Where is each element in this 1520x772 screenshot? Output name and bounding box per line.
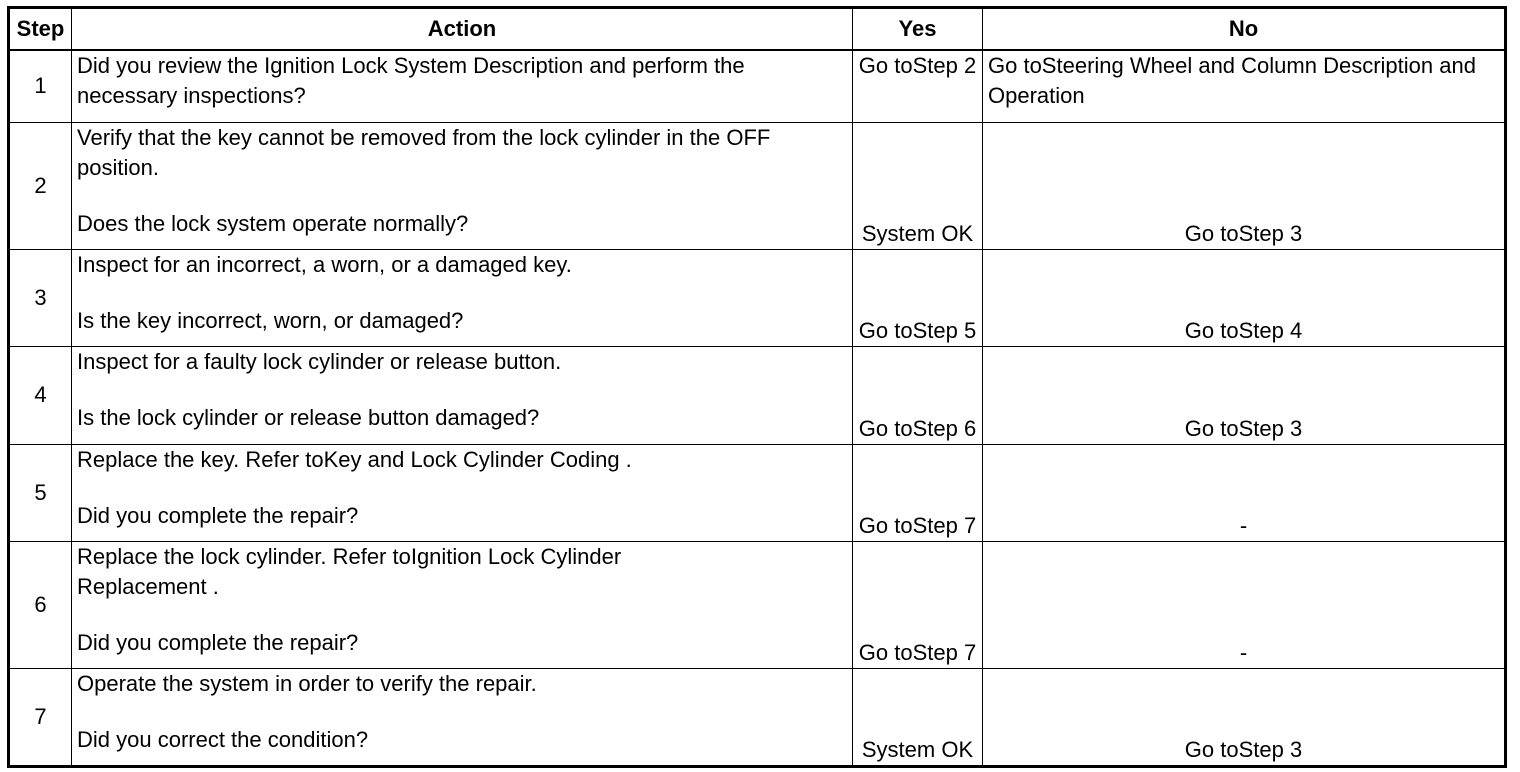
header-yes: Yes	[853, 8, 983, 51]
action-text: Replace the key. Refer toKey and Lock Cylinder Coding .	[77, 446, 632, 472]
action-text: Did you review the Ignition Lock System Description and perform the necessary inspections?	[77, 53, 745, 108]
step-number: 5	[9, 444, 72, 541]
no-cell: Go toStep 3	[983, 122, 1506, 249]
header-row	[9, 8, 1506, 51]
yes-cell: Go toStep 7	[853, 444, 983, 541]
yes-cell: System OK	[853, 122, 983, 249]
action-question: Is the key incorrect, worn, or damaged?	[77, 307, 464, 333]
action-question: Is the lock cylinder or release button damaged?	[77, 404, 540, 430]
action-text: Inspect for a faulty lock cylinder or release button.	[77, 348, 562, 374]
no-cell: -	[983, 541, 1506, 668]
step-number: 7	[9, 668, 72, 766]
action-cell	[72, 444, 853, 541]
action-cell	[72, 541, 853, 668]
table-row	[9, 444, 1506, 541]
yes-cell: System OK	[853, 668, 983, 766]
no-cell: Go toStep 4	[983, 249, 1506, 346]
yes-cell: Go toStep 7	[853, 541, 983, 668]
no-cell: Go toStep 3	[983, 668, 1506, 766]
action-question: Did you correct the condition?	[77, 726, 369, 752]
action-question: Did you complete the repair?	[77, 502, 359, 528]
action-text: Verify that the key cannot be removed from the lock cylinder in the OFF position.	[77, 124, 771, 180]
action-text: Inspect for an incorrect, a worn, or a damaged key.	[77, 251, 572, 277]
action-text: Replace the lock cylinder. Refer toIgnition Lock Cylinder Replacement .	[77, 543, 622, 599]
action-cell	[72, 668, 853, 766]
action-cell	[72, 50, 853, 122]
yes-cell: Go toStep 5	[853, 249, 983, 346]
table-row	[9, 346, 1506, 444]
action-question: Does the lock system operate normally?	[77, 210, 469, 236]
action-text: Operate the system in order to verify the repair.	[77, 670, 537, 696]
step-number: 1	[9, 50, 72, 122]
table-row	[9, 50, 1506, 122]
step-number: 6	[9, 541, 72, 668]
yes-cell: Go toStep 2	[853, 50, 983, 122]
diagnostic-table	[7, 6, 1507, 768]
step-number: 4	[9, 346, 72, 444]
no-cell: Go toSteering Wheel and Column Description and Operation	[983, 50, 1506, 122]
header-action: Action	[72, 8, 853, 51]
table-row	[9, 668, 1506, 766]
table-row	[9, 249, 1506, 346]
yes-cell: Go toStep 6	[853, 346, 983, 444]
table-row	[9, 122, 1506, 249]
table-row	[9, 541, 1506, 668]
header-no: No	[983, 8, 1506, 51]
action-cell	[72, 249, 853, 346]
action-cell	[72, 122, 853, 249]
step-number: 2	[9, 122, 72, 249]
step-number: 3	[9, 249, 72, 346]
action-question: Did you complete the repair?	[77, 629, 359, 655]
header-step: Step	[9, 8, 72, 51]
no-cell: -	[983, 444, 1506, 541]
no-cell: Go toStep 3	[983, 346, 1506, 444]
action-cell	[72, 346, 853, 444]
